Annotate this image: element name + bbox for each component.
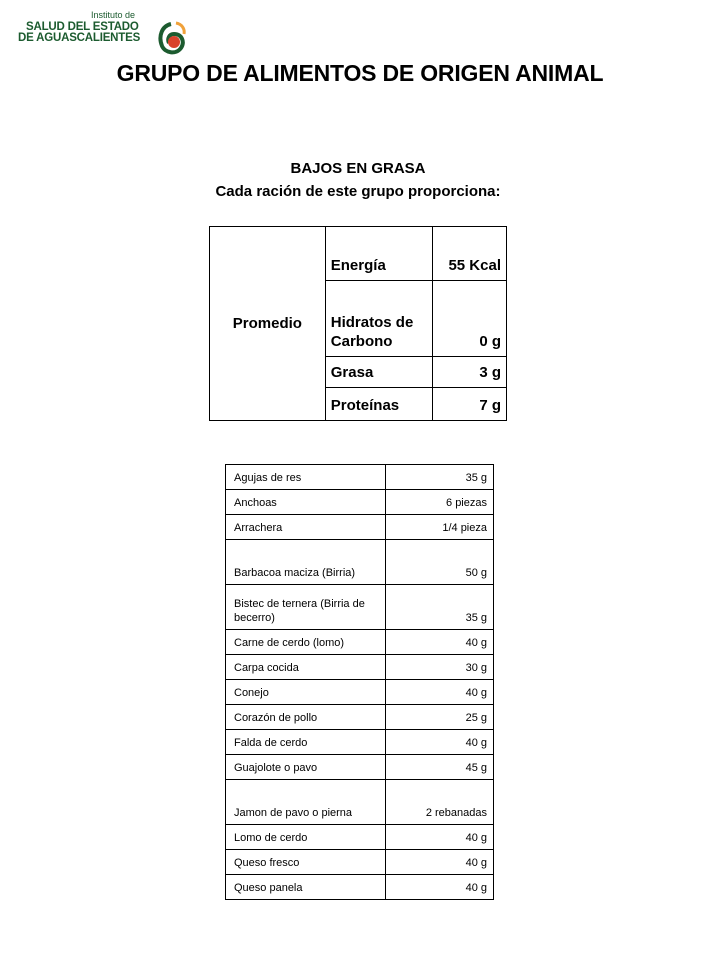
logo-small-text: Instituto de: [91, 10, 136, 20]
food-qty: 35 g: [386, 465, 494, 490]
food-name: Jamon de pavo o pierna: [226, 780, 386, 825]
page-title: GRUPO DE ALIMENTOS DE ORIGEN ANIMAL: [116, 60, 604, 86]
table-row: [226, 515, 494, 540]
nutrition-row: [210, 227, 507, 281]
food-name: Bistec de ternera (Birria de becerro): [226, 585, 386, 630]
food-qty: 40 g: [386, 730, 494, 755]
nutrient-label: Energía: [325, 227, 433, 281]
food-qty: 40 g: [386, 850, 494, 875]
table-row: [226, 850, 494, 875]
nutrient-value: 7 g: [433, 388, 507, 421]
food-qty: 25 g: [386, 705, 494, 730]
table-row: [226, 825, 494, 850]
subtitle-portion: Cada ración de este grupo proporciona:: [215, 183, 501, 200]
table-row: [226, 585, 494, 630]
table-row: [226, 680, 494, 705]
food-name: Queso fresco: [226, 850, 386, 875]
nutrient-label: Hidratos de Carbono: [325, 281, 433, 357]
nutrient-label: Proteínas: [325, 388, 433, 421]
institute-logo: [18, 10, 168, 46]
nutrient-value: 0 g: [433, 281, 507, 357]
table-row: [226, 705, 494, 730]
food-qty: 40 g: [386, 825, 494, 850]
table-row: [226, 630, 494, 655]
table-row: [226, 875, 494, 900]
subtitle: BAJOS EN GRASA: [290, 160, 426, 177]
foods-table: [225, 464, 494, 900]
food-name: Falda de cerdo: [226, 730, 386, 755]
food-name: Conejo: [226, 680, 386, 705]
food-name: Arrachera: [226, 515, 386, 540]
food-name: Queso panela: [226, 875, 386, 900]
nutrient-value: 3 g: [433, 357, 507, 388]
food-name: Agujas de res: [226, 465, 386, 490]
group-label: Promedio: [210, 227, 326, 421]
food-qty: 40 g: [386, 630, 494, 655]
logo-mark-icon: [156, 20, 186, 56]
nutrition-table: [209, 226, 507, 421]
food-qty: 1/4 pieza: [386, 515, 494, 540]
table-row: [226, 465, 494, 490]
food-qty: 6 piezas: [386, 490, 494, 515]
nutrient-value: 55 Kcal: [433, 227, 507, 281]
food-name: Lomo de cerdo: [226, 825, 386, 850]
table-row: [226, 780, 494, 825]
food-name: Anchoas: [226, 490, 386, 515]
food-qty: 40 g: [386, 875, 494, 900]
logo-line2: DE AGUASCALIENTES: [18, 32, 141, 44]
food-qty: 45 g: [386, 755, 494, 780]
food-qty: 35 g: [386, 585, 494, 630]
table-row: [226, 655, 494, 680]
food-qty: 2 rebanadas: [386, 780, 494, 825]
food-name: Barbacoa maciza (Birria): [226, 540, 386, 585]
nutrient-label: Grasa: [325, 357, 433, 388]
table-row: [226, 730, 494, 755]
table-row: [226, 540, 494, 585]
logo-line1: SALUD DEL ESTADO: [26, 21, 139, 33]
food-qty: 50 g: [386, 540, 494, 585]
food-qty: 40 g: [386, 680, 494, 705]
food-name: Guajolote o pavo: [226, 755, 386, 780]
table-row: [226, 755, 494, 780]
food-name: Carne de cerdo (lomo): [226, 630, 386, 655]
table-row: [226, 490, 494, 515]
food-qty: 30 g: [386, 655, 494, 680]
food-name: Carpa cocida: [226, 655, 386, 680]
food-name: Corazón de pollo: [226, 705, 386, 730]
